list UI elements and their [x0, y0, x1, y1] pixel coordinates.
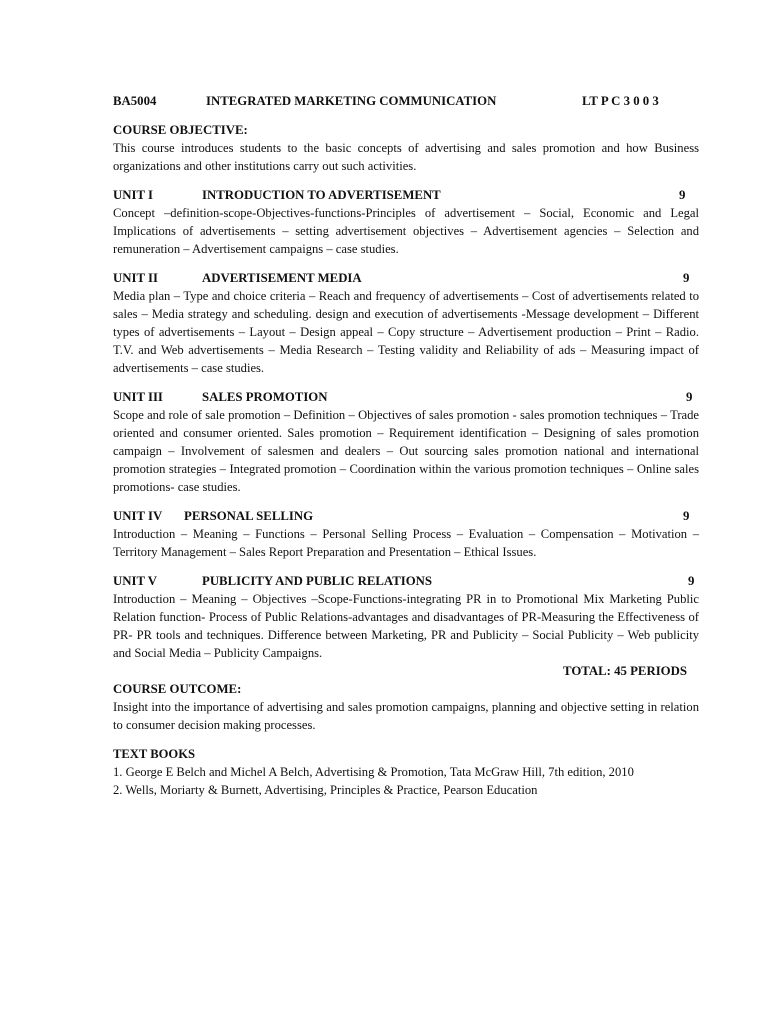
course-code: BA5004: [113, 94, 157, 108]
unit-hours: 9: [686, 390, 693, 404]
unit-title: ADVERTISEMENT MEDIA: [202, 271, 362, 285]
syllabus-page: [113, 92, 699, 799]
unit-heading: [113, 507, 699, 525]
text-books-heading: TEXT BOOKS: [113, 747, 196, 761]
unit-text: Scope and role of sale promotion – Definition – Objectives of sales promotion - sales promotion techniques – Trade oriented and consumer oriented. Sales promotion – Requirement identification – Designing of sales promotion campaign – Involvement of salesmen and dealers – Out sourcing sales promotion national and international promotion strategies – Integrated promotion – Coordination within the various promotion techniques – Online sales promotions- case studies.: [113, 408, 699, 494]
course-outcome-text: Insight into the importance of advertising and sales promotion campaigns, planning and objective setting in relation to consumer decision making processes.: [113, 700, 699, 732]
total-periods: TOTAL: 45 PERIODS: [563, 664, 687, 678]
unit-text: Introduction – Meaning – Objectives –Scope-Functions-integrating PR in to Promotional Mix Marketing Public Relation function- Process of Public Relations-advantages and disadvantages of PR-Measuring the Effectiveness of PR- PR tools and techniques. Difference between Marketing, PR and Publicity – Social Publicity – Web publicity and Social Media – Publicity Campaigns.: [113, 592, 699, 660]
unit-hours: 9: [683, 271, 690, 285]
unit-label: UNIT IV: [113, 509, 163, 523]
unit-hours: 9: [683, 509, 690, 523]
course-objective-text: This course introduces students to the basic concepts of advertising and sales promotion and how Business organizations and other institutions carry out such activities.: [113, 141, 699, 173]
unit-title: PUBLICITY AND PUBLIC RELATIONS: [202, 574, 433, 588]
text-book-item: 2. Wells, Moriarty & Burnett, Advertising, Principles & Practice, Pearson Education: [113, 783, 538, 797]
unit-title: INTRODUCTION TO ADVERTISEMENT: [202, 188, 441, 202]
unit-text: Media plan – Type and choice criteria – Reach and frequency of advertisements – Cost of advertisements related to sales – Media strategy and scheduling. design and execution of advertisements -Message development – Different types of advertisements – Layout – Design appeal – Copy structure – Advertisement production – Print – Radio. T.V. and Web advertisements – Media Research – Testing validity and Reliability of ads – Measuring impact of advertisements – case studies.: [113, 289, 699, 375]
unit-heading: [113, 572, 699, 590]
unit-label: UNIT III: [113, 390, 163, 404]
unit-text: Concept –definition-scope-Objectives-functions-Principles of advertisement – Social, Economic and Legal Implications of advertisements – setting advertisement objectives – Advertisement agencies – Selection and remuneration – Advertisement campaigns – case studies.: [113, 206, 699, 256]
unit-label: UNIT V: [113, 574, 157, 588]
unit-heading: [113, 269, 699, 287]
course-header: [113, 92, 699, 110]
course-objective-heading: COURSE OBJECTIVE:: [113, 123, 248, 137]
unit-label: UNIT II: [113, 271, 158, 285]
unit-label: UNIT I: [113, 188, 153, 202]
course-outcome-heading: COURSE OUTCOME:: [113, 682, 242, 696]
unit-text: Introduction – Meaning – Functions – Personal Selling Process – Evaluation – Compensation – Motivation – Territory Management – Sales Report Preparation and Presentation – Ethical Issues.: [113, 527, 699, 559]
unit-title: SALES PROMOTION: [202, 390, 328, 404]
unit-title: PERSONAL SELLING: [184, 509, 314, 523]
course-title: INTEGRATED MARKETING COMMUNICATION: [206, 94, 497, 108]
unit-heading: [113, 388, 699, 406]
unit-hours: 9: [688, 574, 695, 588]
text-books-section: [113, 745, 699, 799]
unit-hours: 9: [679, 188, 686, 202]
course-ltpc: LT P C 3 0 0 3: [582, 94, 659, 108]
text-book-item: 1. George E Belch and Michel A Belch, Advertising & Promotion, Tata McGraw Hill, 7th edition, 2010: [113, 765, 634, 779]
unit-heading: [113, 186, 699, 204]
